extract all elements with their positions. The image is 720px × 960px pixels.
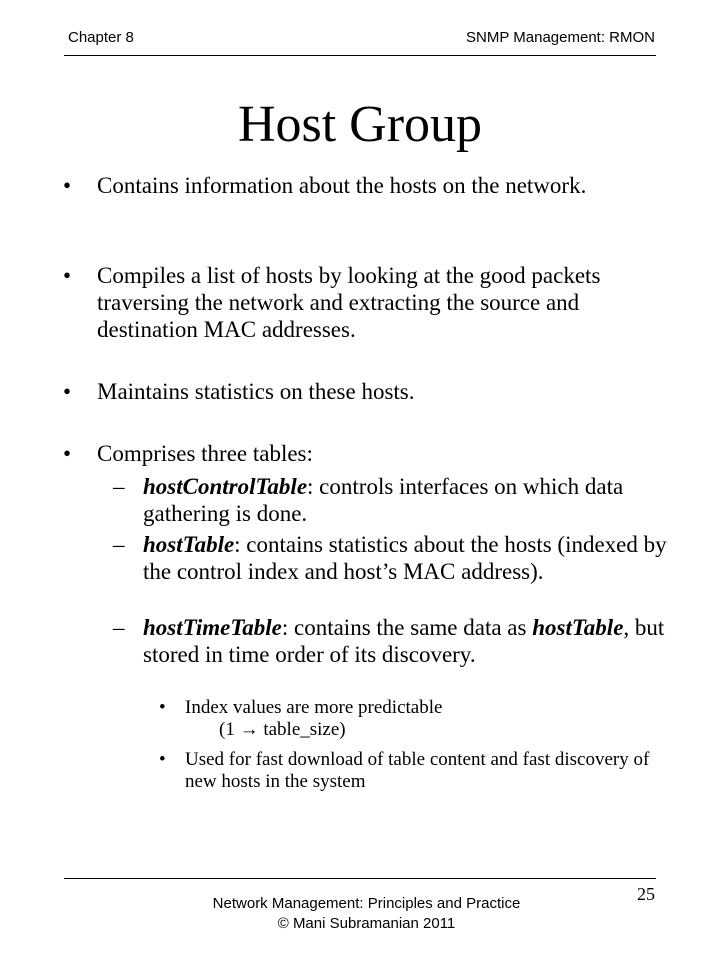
dash-icon: – xyxy=(113,532,125,557)
footer-rule xyxy=(64,878,656,879)
bullet-item xyxy=(63,262,672,343)
table-item xyxy=(113,614,673,668)
note-item xyxy=(159,697,675,741)
table-description: : contains statistics about the hosts (indexed by the control index and host’s MAC address). xyxy=(143,532,667,584)
page-number: 25 xyxy=(637,884,655,904)
bullet-dot-icon: • xyxy=(63,263,72,288)
header-rule xyxy=(64,55,656,56)
table-name-ref: hostTable xyxy=(532,615,624,640)
bullet-text: Maintains statistics on these hosts. xyxy=(97,379,415,404)
footer-book-title: Network Management: Principles and Practice xyxy=(212,895,521,912)
bullet-text: Compiles a list of hosts by looking at the good packets traversing the network and extracting the source and destination MAC addresses. xyxy=(97,263,601,342)
table-item xyxy=(113,531,673,585)
table-description: : contains the same data as xyxy=(281,615,533,640)
slide-title: Host Group xyxy=(237,96,483,153)
note-text: Used for fast download of table content and fast discovery of new hosts in the system xyxy=(185,749,650,792)
chapter-label: Chapter 8 xyxy=(68,29,134,46)
table-description: , but stored in time order of its discovery. xyxy=(143,615,665,667)
bullet-dot-icon: • xyxy=(63,379,72,404)
bullet-dot-icon: • xyxy=(159,697,166,718)
bullet-item xyxy=(63,378,672,405)
bullet-dot-icon: • xyxy=(63,173,72,198)
note-text-range: (1 → table_size) xyxy=(219,719,346,740)
table-name: hostControlTable xyxy=(143,474,308,499)
bullet-item xyxy=(63,440,672,467)
dash-icon: – xyxy=(113,615,125,640)
table-description: : controls interfaces on which data gathering is done. xyxy=(143,474,624,526)
section-label: SNMP Management: RMON xyxy=(466,29,655,46)
bullet-text: Contains information about the hosts on the network. xyxy=(97,173,587,198)
footer-copyright: © Mani Subramanian 2011 xyxy=(277,915,456,932)
table-name: hostTimeTable xyxy=(143,615,282,640)
dash-icon: – xyxy=(113,474,125,499)
bullet-dot-icon: • xyxy=(63,441,72,466)
note-text: Index values are more predictable xyxy=(185,697,443,718)
table-item xyxy=(113,473,673,527)
bullet-item xyxy=(63,172,672,199)
bullet-dot-icon: • xyxy=(159,749,166,770)
note-item xyxy=(159,749,675,793)
table-name: hostTable xyxy=(143,532,235,557)
bullet-text: Comprises three tables: xyxy=(97,441,313,466)
